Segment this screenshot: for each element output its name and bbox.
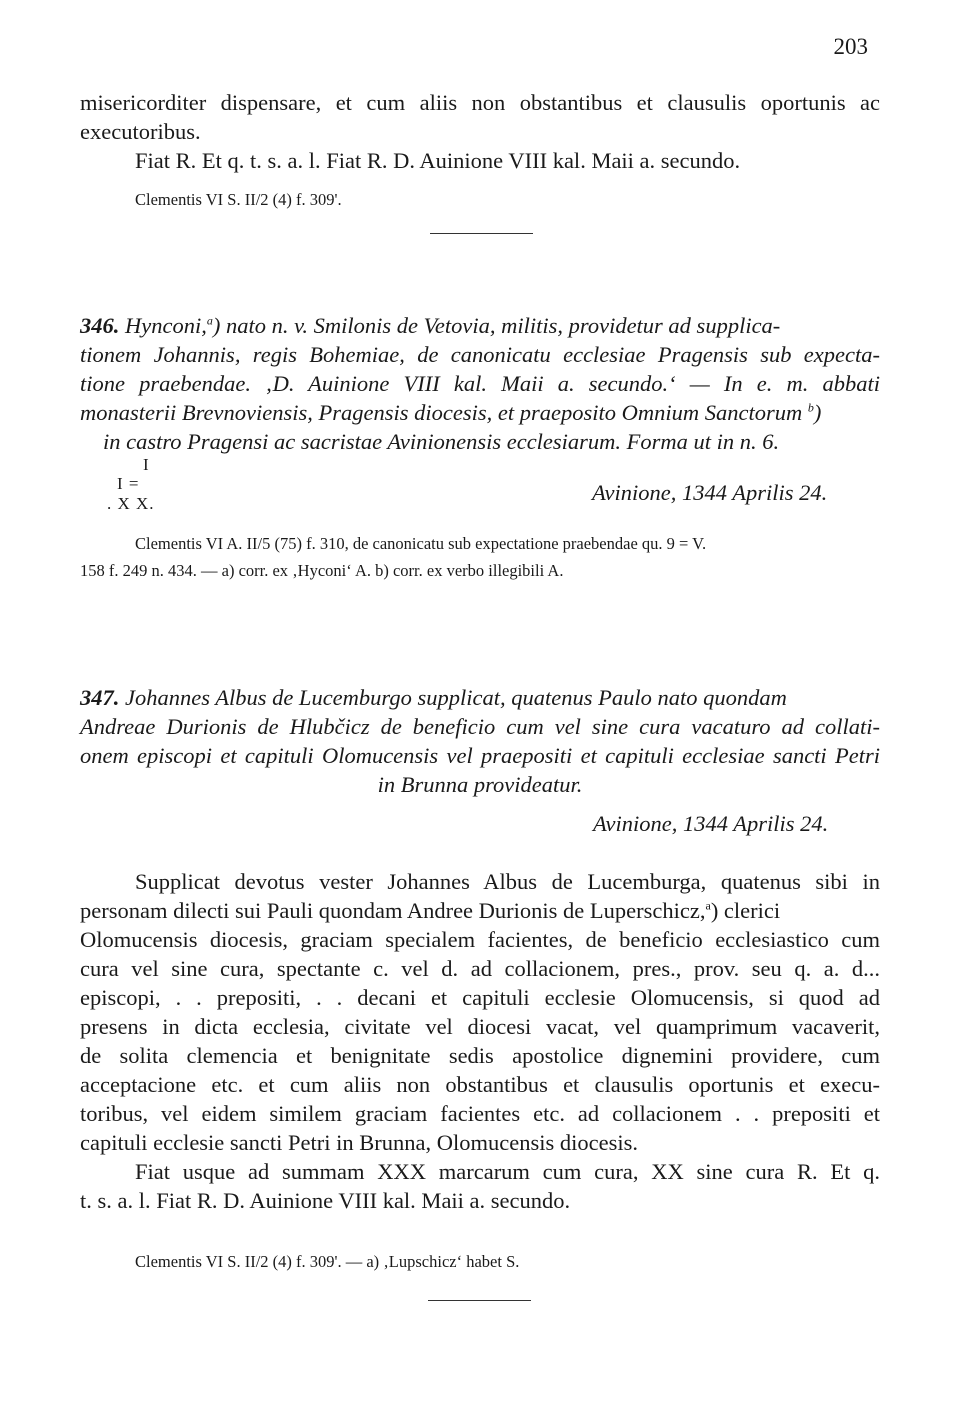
entry-347-text-line-7: de solita clemencia et benignitate sedis apostolice dignemini providere, cum <box>80 1043 880 1068</box>
entry-347-source-note: Clementis VI S. II/2 (4) f. 309'. — a) ‚Lupschicz‘ habet S. <box>135 1252 520 1271</box>
entry-347-text-line-3: Olomucensis diocesis, graciam specialem facientes, de beneficio ecclesiastico cum <box>80 927 880 952</box>
sig-mark-top: I <box>143 455 150 474</box>
footnote-marker-a-2: a <box>705 898 711 913</box>
entry-347-text-line-5: episcopi, . . prepositi, . . decani et capituli ecclesie Olomucensis, si quod ad <box>80 985 880 1010</box>
entry-346-first-line: 346. Hynconi,$^a$) nato n. v. Smilonis de Vetovia, militis, providetur ad supplica- <box>80 313 781 338</box>
entry-346-date: Avinione, 1344 Aprilis 24. <box>592 480 828 505</box>
entry-346-line-4-text: monasterii Brevnoviensis, Pragensis diocesis, et praeposito Omnium Sanctorum <box>80 400 803 425</box>
top-line-1: misericorditer dispensare, et cum aliis non obstantibus et clausulis oportunis ac <box>80 90 880 115</box>
top-line-3: Fiat R. Et q. t. s. a. l. Fiat R. D. Auinione VIII kal. Maii a. secundo. <box>135 148 741 173</box>
separator-rule-2 <box>428 1300 531 1301</box>
entry-347-date: Avinione, 1344 Aprilis 24. <box>593 811 829 836</box>
entry-346-line-2: tionem Johannis, regis Bohemiae, de canonicatu ecclesiae Pragensis sub expecta- <box>80 342 880 367</box>
top-line-2: executoribus. <box>80 119 201 144</box>
entry-347-text-line-2-tail: ) clerici <box>710 898 781 923</box>
entry-346-line-5: in castro Pragensi ac sacristae Avinionensis ecclesiarum. Forma ut in n. 6. <box>103 429 780 454</box>
sig-mark-mid: I = <box>117 474 140 493</box>
footnote-marker-b: b <box>807 400 814 415</box>
entry-347-heading-line-3: onem episcopi et capituli Olomucensis vel praepositi et capituli ecclesiae sancti Petri <box>80 743 880 768</box>
entry-347-text-line-2 <box>80 896 880 925</box>
entry-346-note-1: Clementis VI A. II/5 (75) f. 310, de canonicatu sub expectatione praebendae qu. 9 = V. <box>135 534 707 553</box>
entry-347-text-line-9: toribus, vel eidem similem graciam facientes etc. ad collacionem . . prepositi et <box>80 1101 880 1126</box>
entry-347-text-line-10: capituli ecclesie sancti Petri in Brunna, Olomucensis diocesis. <box>80 1130 638 1155</box>
entry-347-text-line-1: Supplicat devotus vester Johannes Albus de Lucemburga, quatenus sibi in <box>135 869 880 894</box>
entry-346-line-1b: nato n. v. Smilonis de Vetovia, militis, providetur ad supplica- <box>225 313 781 338</box>
entry-347-heading-line-1 <box>80 683 880 712</box>
entry-347-heading-line-2: Andreae Durionis de Hlubčicz de beneficio cum vel sine cura vacaturo ad collati- <box>80 714 880 739</box>
entry-347-text-line-6: presens in dicta ecclesia, civitate vel diocesi vacat, vel quamprimum vacaverit, <box>80 1014 880 1039</box>
entry-347-heading-1-text: Johannes Albus de Lucemburgo supplicat, quatenus Paulo nato quondam <box>125 685 787 710</box>
entry-347-text-line-4: cura vel sine cura, spectante c. vel d. ad collacionem, pres., prov. seu q. a. d... <box>80 956 880 981</box>
entry-347-text-line-2-main: personam dilecti sui Pauli quondam Andree Durionis de Luperschicz, <box>80 898 706 923</box>
top-source-note: Clementis VI S. II/2 (4) f. 309'. <box>135 190 342 209</box>
sig-mark-bottom: . X X. <box>107 494 155 513</box>
entry-347-text-line-8: acceptacione etc. et cum aliis non obstantibus et clausulis oportunis et execu- <box>80 1072 880 1097</box>
page-number: 203 <box>833 34 868 59</box>
entry-346-line-4: monasterii Brevnoviensis, Pragensis diocesis, et praeposito Omnium Sanctorum $^b$) <box>80 400 822 425</box>
entry-346-note-2: 158 f. 249 n. 434. — a) corr. ex ‚Hyconi‘ A. b) corr. ex verbo illegibili A. <box>80 561 564 580</box>
entry-347-text-line-12: t. s. a. l. Fiat R. D. Auinione VIII kal. Maii a. secundo. <box>80 1188 571 1213</box>
entry-346-number: 346. <box>80 313 120 338</box>
entry-346-line-1a: Hynconi, <box>125 313 207 338</box>
entry-347-heading-line-4: in Brunna provideatur. <box>377 772 583 797</box>
entry-347-text-line-11: Fiat usque ad summam XXX marcarum cum cura, XX sine cura R. Et q. <box>135 1159 880 1184</box>
entry-346-line-3: tione praebendae. ‚D. Auinione VIII kal. Maii a. secundo.‘ — In e. m. abbati <box>80 371 880 396</box>
footnote-marker-a: a <box>206 313 213 328</box>
separator-rule-1 <box>430 233 533 234</box>
entry-347-number: 347. <box>80 685 120 710</box>
